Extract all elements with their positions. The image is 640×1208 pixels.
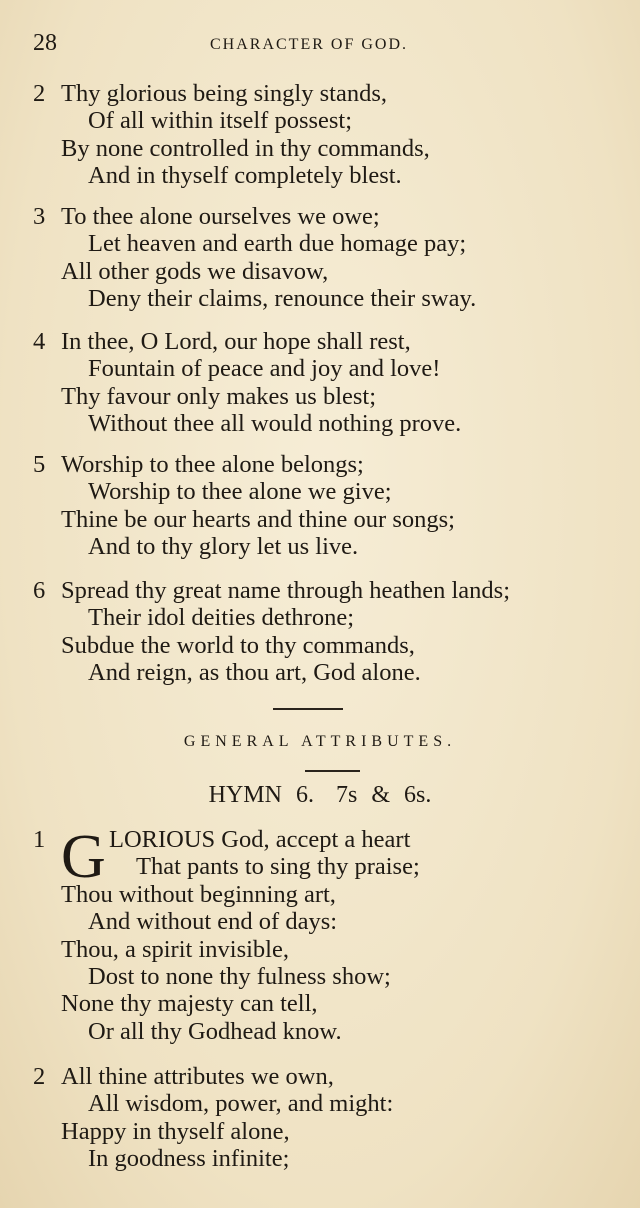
verse-line: In goodness infinite; — [88, 1145, 290, 1173]
verse-line: And in thyself completely blest. — [88, 162, 402, 190]
stanza-number: 3 — [33, 203, 46, 230]
verse-line: Dost to none thy fulness show; — [88, 962, 391, 990]
verse-line: Subdue the world to thy commands, — [61, 631, 415, 659]
verse-line: Of all within itself possest; — [88, 107, 353, 135]
verse-line: Let heaven and earth due homage pay; — [88, 230, 467, 258]
verse-line: None thy majesty can tell, — [61, 990, 318, 1018]
hymn-meter: 7s & 6s. — [335, 782, 432, 808]
verse-line: That pants to sing thy praise; — [136, 853, 420, 881]
verse-line: Fountain of peace and joy and love! — [88, 355, 441, 383]
verse-line: And reign, as thou art, God alone. — [88, 659, 421, 687]
verse-line: Without thee all would nothing prove. — [88, 410, 462, 438]
stanza-number: 2 — [33, 1063, 46, 1090]
verse-line: Spread thy great name through heathen lands; — [61, 577, 511, 604]
hymn-title — [0, 782, 640, 809]
drop-cap: G — [61, 823, 106, 891]
verse-line: Thou, a spirit invisible, — [61, 935, 289, 963]
stanza-5 — [33, 451, 613, 561]
verse-line: Thy glorious being singly stands, — [61, 80, 387, 107]
verse-line: In thee, O Lord, our hope shall rest, — [61, 328, 411, 355]
verse-line: Thou without beginning art, — [61, 880, 336, 908]
verse-line: All wisdom, power, and might: — [88, 1090, 394, 1118]
verse-line: All thine attributes we own, — [61, 1063, 334, 1090]
verse-line: Deny their claims, renounce their sway. — [88, 285, 477, 313]
stanza-number: 5 — [33, 451, 46, 478]
hymn-stanza-1 — [33, 823, 613, 1045]
hymn-stanza-2 — [33, 1063, 613, 1173]
stanza-number: 1 — [33, 826, 46, 853]
verse-line: Their idol deities dethrone; — [88, 604, 355, 632]
verse-line: Worship to thee alone we give; — [88, 478, 392, 506]
verse-line: By none controlled in thy commands, — [61, 134, 430, 162]
verse-line: All other gods we disavow, — [61, 257, 329, 285]
verse-line: LORIOUS God, accept a heart — [109, 826, 411, 853]
stanza-3 — [33, 203, 613, 313]
verse-line: And to thy glory let us live. — [88, 533, 359, 561]
verse-line: Or all thy Godhead know. — [88, 1017, 342, 1045]
section-divider — [273, 708, 343, 710]
stanza-number: 4 — [33, 328, 46, 355]
page-number: 28 — [33, 30, 57, 56]
verse-line: To thee alone ourselves we owe; — [61, 203, 380, 230]
section-title: GENERAL ATTRIBUTES. — [183, 733, 457, 750]
verse-line: Happy in thyself alone, — [61, 1117, 290, 1145]
stanza-number: 6 — [33, 577, 46, 604]
title-underline — [305, 770, 360, 772]
stanza-number: 2 — [33, 80, 46, 107]
verse-line: Thy favour only makes us blest; — [61, 382, 377, 410]
stanza-6 — [33, 577, 613, 687]
verse-line: And without end of days: — [88, 908, 338, 936]
stanza-4 — [33, 328, 613, 438]
stanza-2 — [33, 80, 613, 190]
page-header — [33, 30, 470, 60]
hymn-number: HYMN 6. — [208, 782, 314, 808]
verse-line: Thine be our hearts and thine our songs; — [61, 505, 455, 533]
running-title: CHARACTER OF GOD. — [210, 36, 409, 53]
verse-line: Worship to thee alone belongs; — [61, 451, 364, 478]
